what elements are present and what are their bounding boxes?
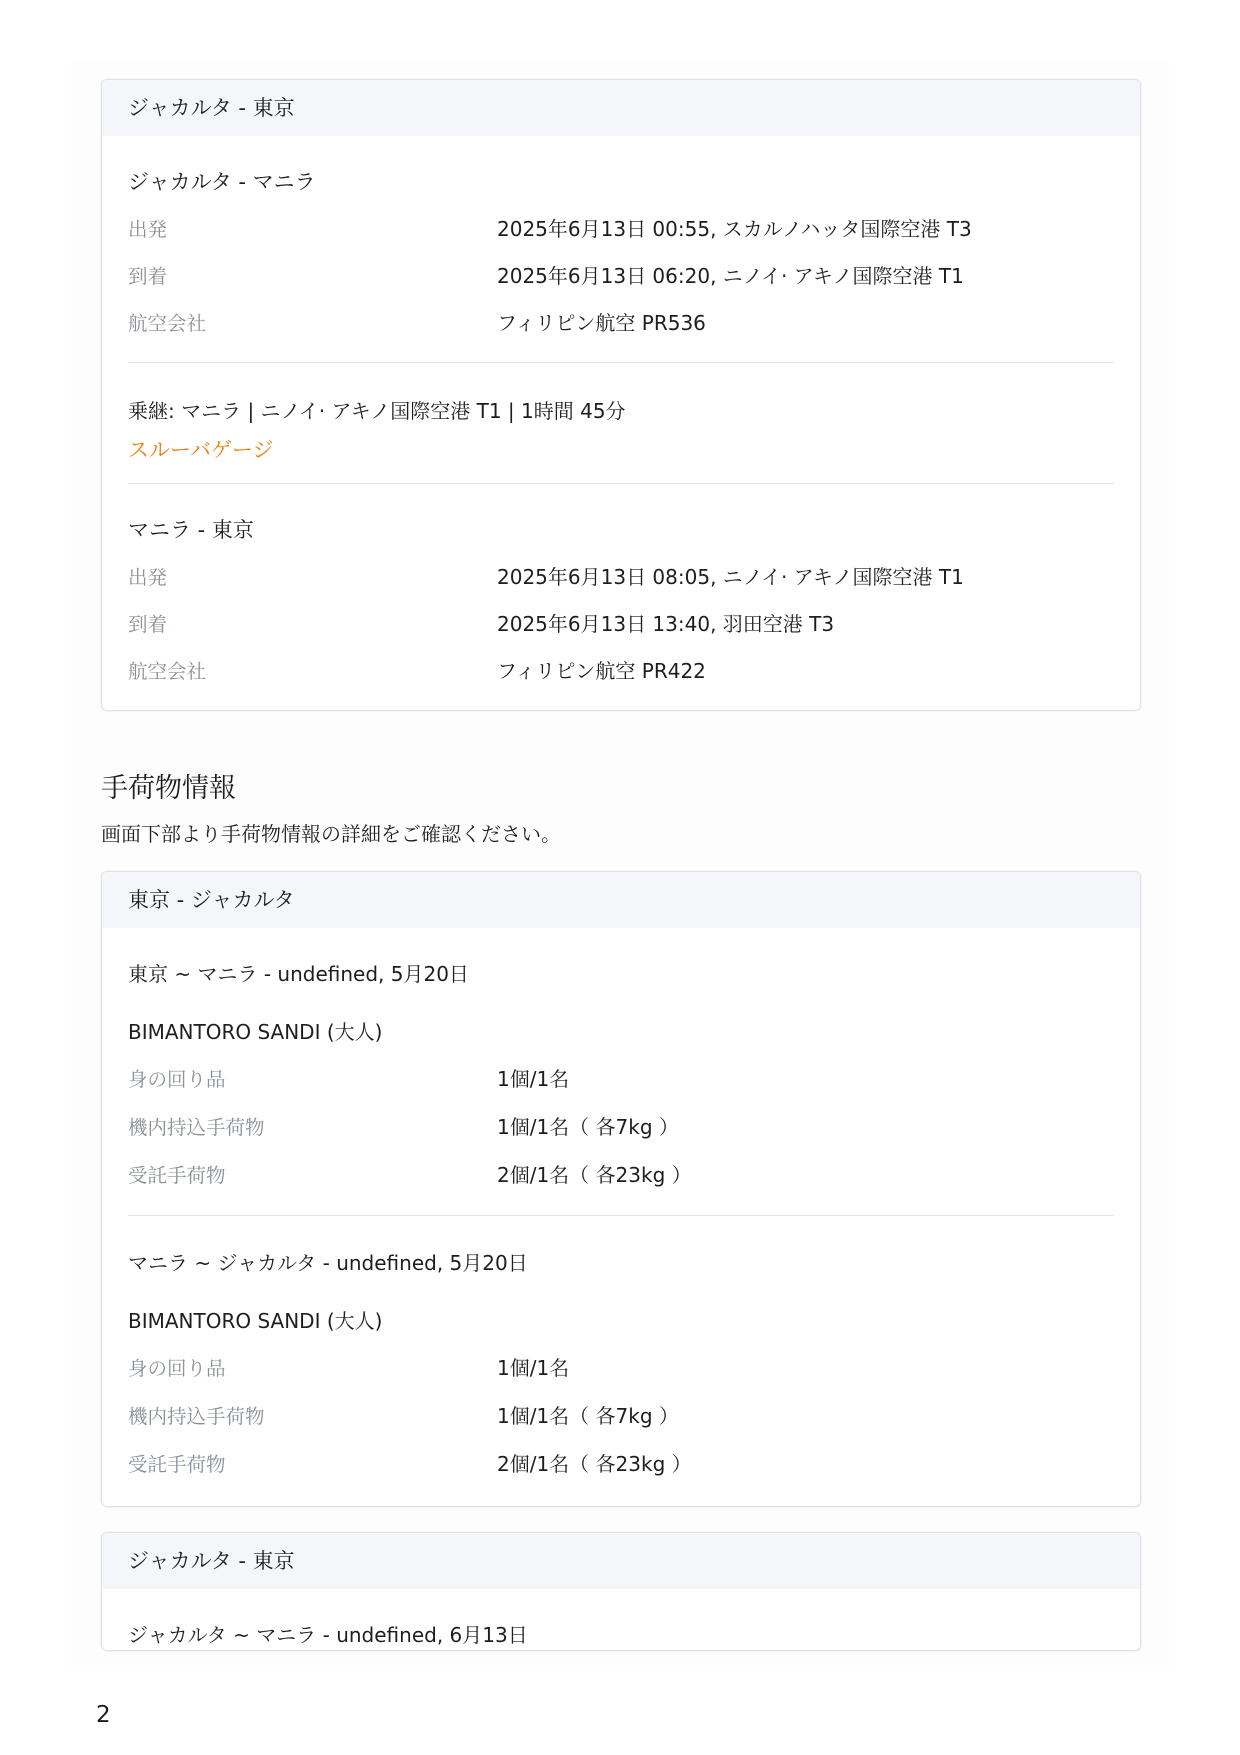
departure-label: 出発 xyxy=(128,218,168,241)
carry-on-label: 機内持込手荷物 xyxy=(128,1405,265,1428)
personal-item-value: 1個/1名 xyxy=(497,1067,570,1091)
arrival-value: 2025年6月13日 13:40, 羽田空港 T3 xyxy=(497,612,835,636)
checked-baggage-label: 受託手荷物 xyxy=(128,1453,226,1476)
personal-item-value: 1個/1名 xyxy=(497,1356,570,1380)
departure-value: 2025年6月13日 08:05, ニノイ· アキノ国際空港 T1 xyxy=(497,565,964,589)
checked-baggage-label: 受託手荷物 xyxy=(128,1164,226,1187)
section-description: 画面下部より手荷物情報の詳細をご確認ください。 xyxy=(101,822,561,846)
departure-label: 出発 xyxy=(128,566,168,589)
flight-itinerary-card xyxy=(101,79,1141,711)
segment-title: ジャカルタ - マニラ xyxy=(128,170,316,194)
divider xyxy=(128,362,1114,363)
leg-title: 東京 ~ マニラ - undefined, 5月20日 xyxy=(128,962,469,986)
airline-label: 航空会社 xyxy=(128,312,207,335)
divider xyxy=(128,483,1114,484)
airline-value: フィリピン航空 PR536 xyxy=(497,311,706,335)
airline-value: フィリピン航空 PR422 xyxy=(497,659,706,683)
leg-title: ジャカルタ ~ マニラ - undefined, 6月13日 xyxy=(128,1623,528,1647)
segment-title: マニラ - 東京 xyxy=(128,518,254,542)
carry-on-label: 機内持込手荷物 xyxy=(128,1116,265,1139)
passenger-name: BIMANTORO SANDI (大人) xyxy=(128,1309,383,1333)
carry-on-value: 1個/1名（ 各7kg ） xyxy=(497,1115,679,1139)
departure-value: 2025年6月13日 00:55, スカルノハッタ国際空港 T3 xyxy=(497,217,972,241)
personal-item-label: 身の回り品 xyxy=(128,1068,226,1091)
baggage-card xyxy=(101,871,1141,1507)
leg-title: マニラ ~ ジャカルタ - undefined, 5月20日 xyxy=(128,1251,528,1275)
carry-on-value: 1個/1名（ 各7kg ） xyxy=(497,1404,679,1428)
card-header: 東京 - ジャカルタ xyxy=(102,872,1140,928)
through-baggage-label: スルーバゲージ xyxy=(128,438,274,462)
checked-baggage-value: 2個/1名（ 各23kg ） xyxy=(497,1163,692,1187)
arrival-label: 到着 xyxy=(128,613,168,636)
card-header: ジャカルタ - 東京 xyxy=(102,1533,1140,1589)
baggage-card xyxy=(101,1532,1141,1651)
passenger-name: BIMANTORO SANDI (大人) xyxy=(128,1020,383,1044)
arrival-label: 到着 xyxy=(128,265,168,288)
section-title: 手荷物情報 xyxy=(101,773,236,804)
card-header: ジャカルタ - 東京 xyxy=(102,80,1140,136)
airline-label: 航空会社 xyxy=(128,660,207,683)
page-number: 2 xyxy=(96,1702,111,1728)
personal-item-label: 身の回り品 xyxy=(128,1357,226,1380)
transfer-info: 乗継: マニラ | ニノイ· アキノ国際空港 T1 | 1時間 45分 xyxy=(128,399,626,423)
arrival-value: 2025年6月13日 06:20, ニノイ· アキノ国際空港 T1 xyxy=(497,264,964,288)
divider xyxy=(128,1215,1114,1216)
checked-baggage-value: 2個/1名（ 各23kg ） xyxy=(497,1452,692,1476)
